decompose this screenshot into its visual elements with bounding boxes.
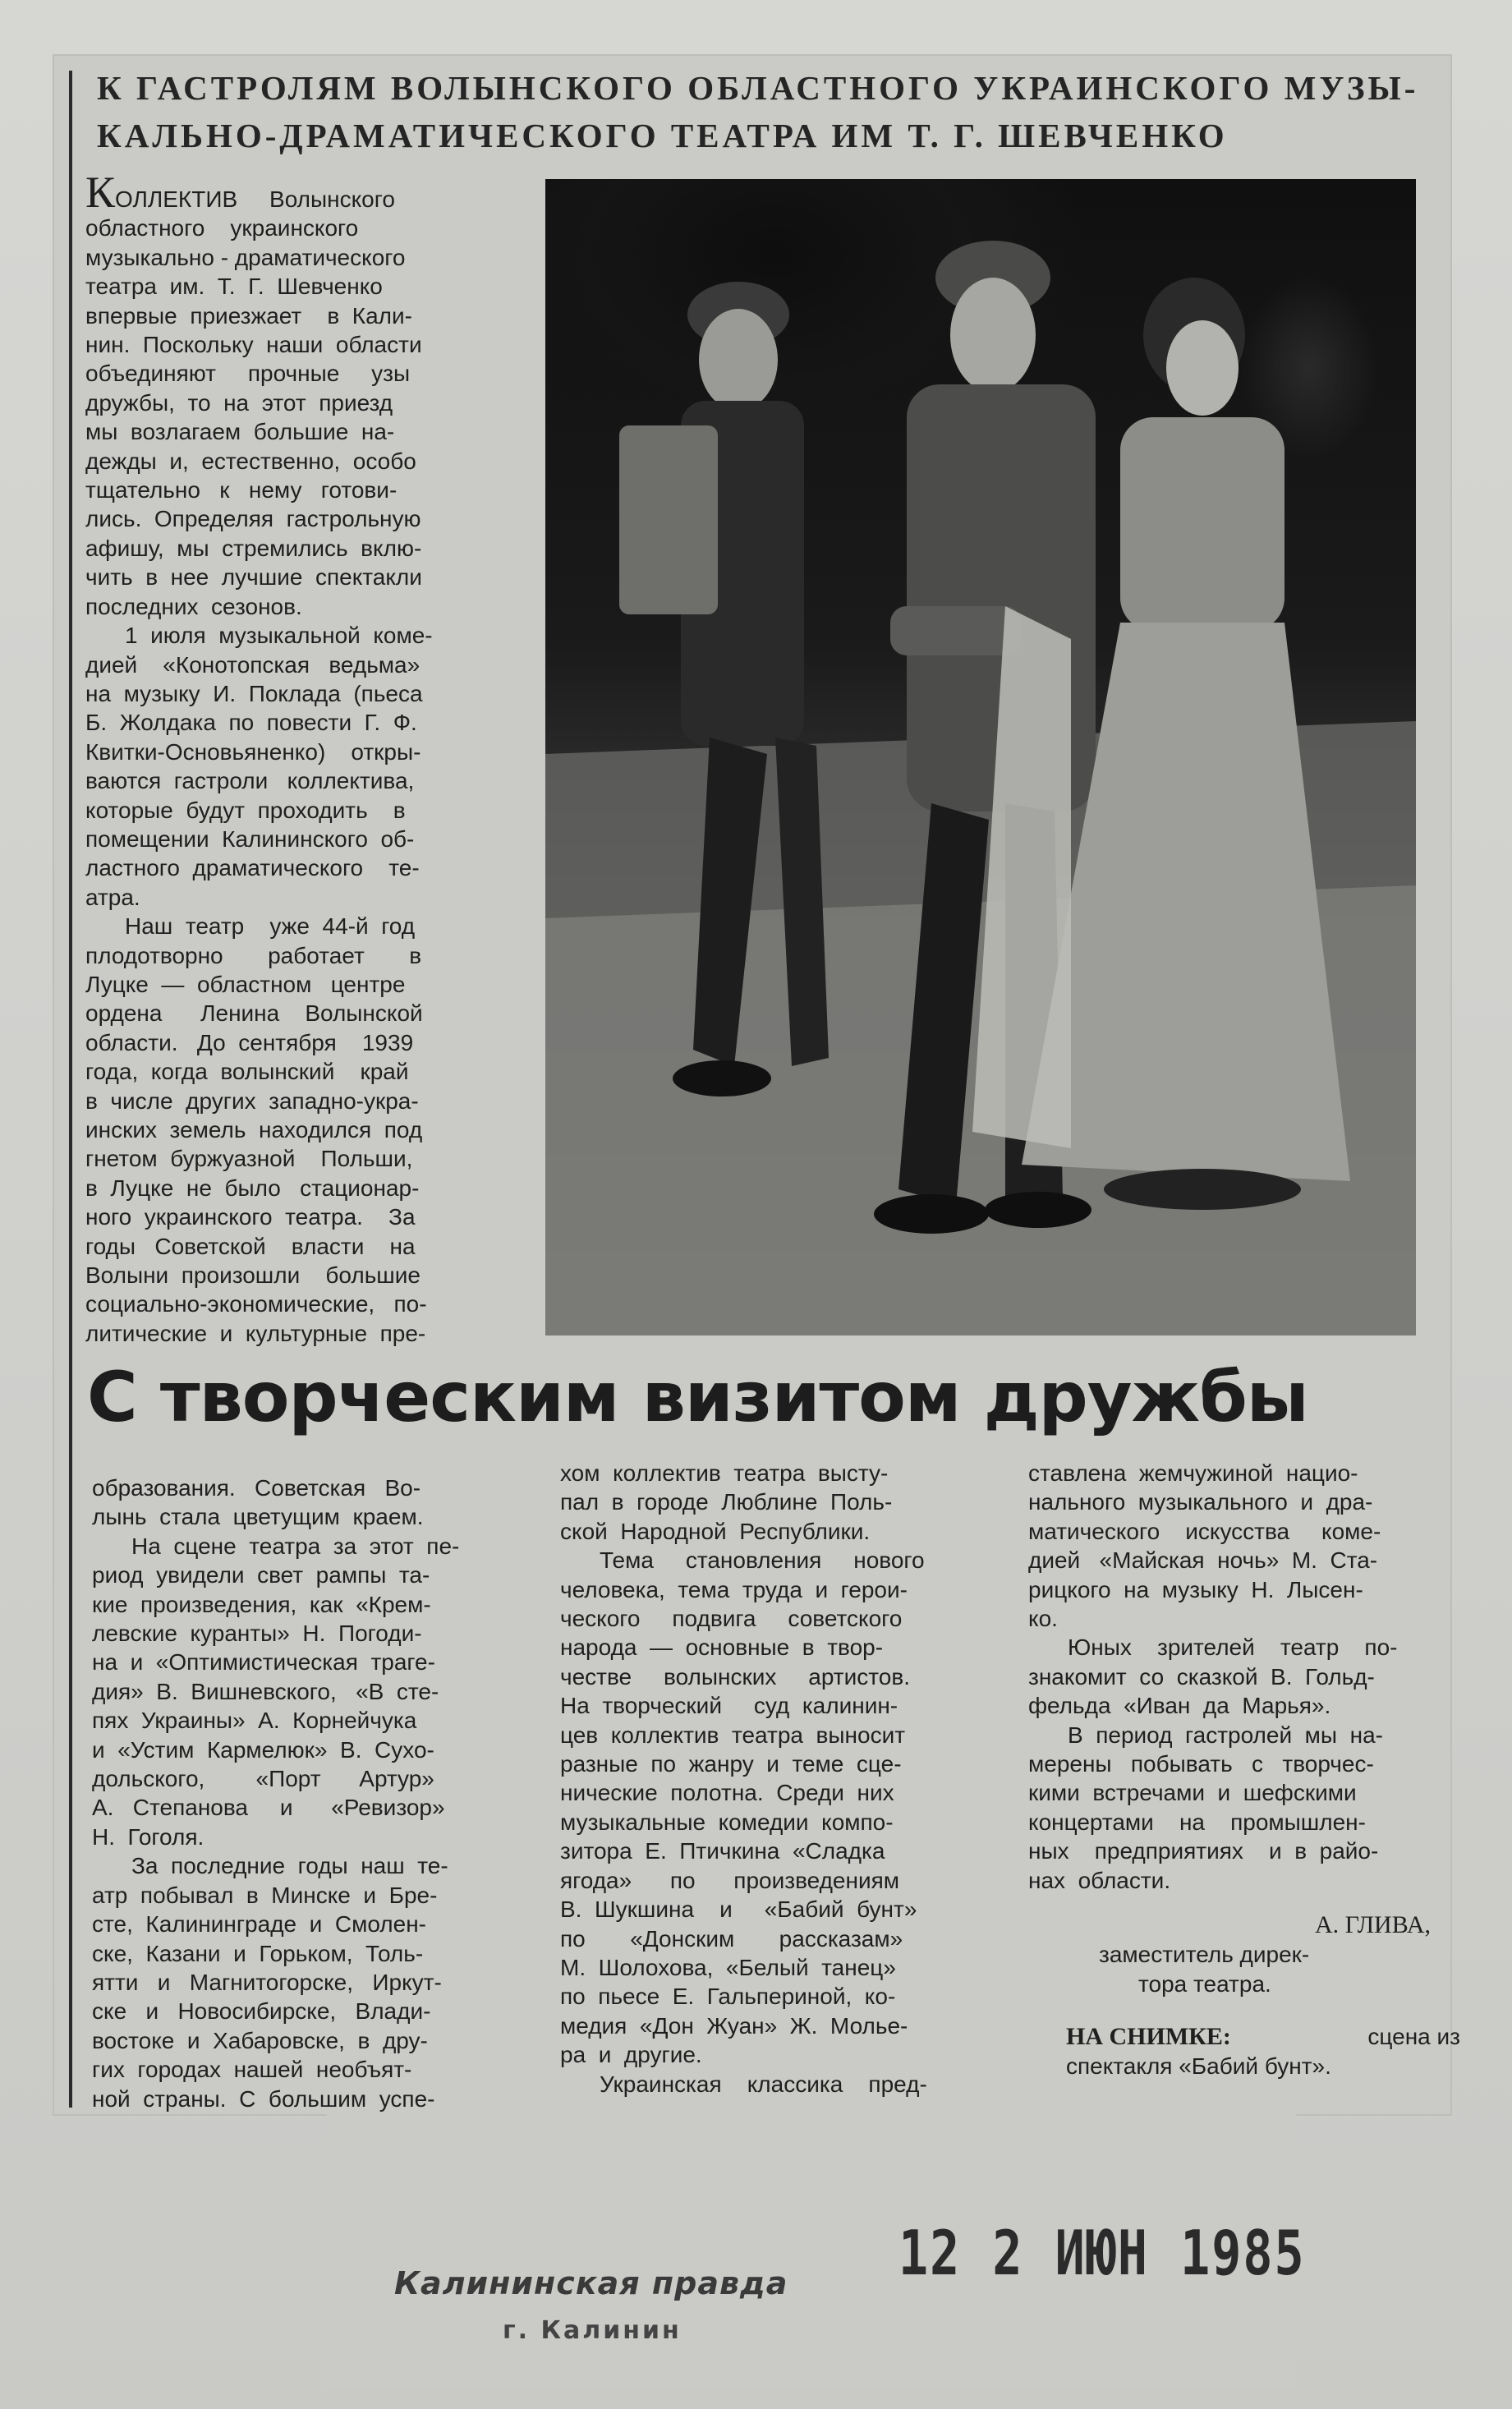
text-line: честве волынских артистов. bbox=[560, 1663, 910, 1690]
text-line: ческого подвига советского bbox=[560, 1606, 903, 1632]
text-line: востоке и Хабаровске, в дру- bbox=[92, 2027, 428, 2053]
text-line: ваются гастроли коллектива, bbox=[85, 768, 415, 794]
text-line: инских земель находился под bbox=[85, 1117, 423, 1142]
drop-cap: К bbox=[85, 168, 116, 217]
text-line: области. До сентября 1939 bbox=[85, 1029, 414, 1055]
text-line: тщательно к нему готови- bbox=[85, 477, 398, 503]
text-line: нального музыкального и дра- bbox=[1028, 1489, 1373, 1515]
text-line: дольского, «Порт Артур» bbox=[92, 1766, 434, 1792]
text-line: дия» В. Вишневского, «В сте- bbox=[92, 1678, 439, 1704]
text-line: Наш театр уже 44-й год bbox=[125, 913, 416, 940]
text-line: атр побывал в Минске и Бре- bbox=[92, 1882, 438, 1908]
text-line: ставлена жемчужиной нацио- bbox=[1028, 1460, 1358, 1486]
text-line: ятти и Магнитогорске, Иркут- bbox=[92, 1969, 442, 1995]
text-line: Квитки-Основьяненко) откры- bbox=[85, 738, 421, 765]
text-line: дией «Майская ночь» М. Ста- bbox=[1028, 1547, 1378, 1574]
text-line: атра. bbox=[85, 884, 140, 910]
text-line: ного украинского театра. За bbox=[85, 1204, 416, 1230]
column-3 bbox=[1028, 1459, 1462, 1895]
author-name: А. ГЛИВА, bbox=[1314, 1911, 1431, 1938]
text-line: социально-экономические, по- bbox=[85, 1291, 427, 1317]
text-line: фельда «Иван да Марья». bbox=[1028, 1693, 1331, 1719]
text-line: левские куранты» Н. Погоди- bbox=[92, 1621, 422, 1647]
kicker-line-1: К ГАСТРОЛЯМ ВОЛЫНСКОГО ОБЛАСТНОГО УКРАИНСКОГО МУЗЫ- bbox=[97, 69, 1419, 107]
text-line: по пьесе Е. Гальпериной, ко- bbox=[560, 1984, 896, 2010]
text-line: концертами на промышлен- bbox=[1028, 1809, 1366, 1835]
text-line: дией «Конотопская ведьма» bbox=[85, 651, 421, 678]
text-line: А. Степанова и «Ревизор» bbox=[92, 1795, 445, 1821]
text-line: 1 июля музыкальной коме- bbox=[125, 623, 433, 649]
photo-scene bbox=[545, 179, 1416, 1336]
article-photo bbox=[545, 179, 1416, 1336]
caption-text-2: спектакля «Бабий бунт». bbox=[1066, 2053, 1331, 2079]
text-line: матического искусства коме- bbox=[1028, 1518, 1381, 1544]
text-line: образования. Советская Во- bbox=[92, 1475, 421, 1501]
text-line: объединяют прочные узы bbox=[85, 361, 411, 387]
text-line: народа — основные в твор- bbox=[560, 1634, 884, 1661]
text-line: хом коллектив театра высту- bbox=[560, 1460, 889, 1486]
text-line: и «Устим Кармелюк» В. Сухо- bbox=[92, 1736, 434, 1763]
text-line: рицкого на музыку Н. Лысен- bbox=[1028, 1576, 1363, 1602]
text-line: риод увидели свет рампы та- bbox=[92, 1562, 430, 1588]
text-line: В. Шукшина и «Бабий бунт» bbox=[560, 1896, 917, 1923]
text-line: На творческий суд калинин- bbox=[560, 1693, 898, 1719]
author-role-line-1: заместитель дирек- bbox=[1099, 1942, 1310, 1967]
text-line: ске и Новосибирске, Влади- bbox=[92, 1998, 431, 2025]
caption-text-1: сцена из bbox=[1367, 2024, 1460, 2049]
text-line: цев коллектив театра выносит bbox=[560, 1722, 906, 1748]
intro-column bbox=[85, 168, 517, 1348]
text-line: ягода» по произведениям bbox=[560, 1867, 900, 1893]
text-line: ко. bbox=[1028, 1606, 1058, 1632]
text-line: нин. Поскольку наши области bbox=[85, 332, 422, 358]
text-line: ордена Ленина Волынской bbox=[85, 1000, 423, 1027]
text-line: помещении Калининского об- bbox=[85, 825, 415, 852]
text-line: Тема становления нового bbox=[600, 1547, 925, 1574]
text-line: человека, тема труда и герои- bbox=[560, 1576, 908, 1602]
text-line: мы возлагаем большие на- bbox=[85, 419, 395, 445]
text-line: ных предприятиях и в райо- bbox=[1028, 1838, 1379, 1864]
text-line: литические и культурные пре- bbox=[85, 1320, 426, 1346]
text-line: разные по жанру и теме сце- bbox=[560, 1751, 902, 1777]
text-line: театра им. Т. Г. Шевченко bbox=[85, 274, 383, 300]
text-line: гих городах нашей необъят- bbox=[92, 2057, 412, 2083]
text-line: лынь стала цветущим краем. bbox=[92, 1504, 424, 1530]
text-line: ске, Казани и Горьком, Толь- bbox=[92, 1940, 424, 1966]
author-role-line-2: тора театра. bbox=[1138, 1971, 1271, 1997]
text-line: гнетом буржуазной Польши, bbox=[85, 1146, 413, 1172]
text-line: медия «Дон Жуан» Ж. Молье- bbox=[560, 2012, 908, 2039]
text-line: Б. Жолдака по повести Г. Ф. bbox=[85, 710, 417, 736]
text-line: мерены побывать с творчес- bbox=[1028, 1751, 1374, 1777]
text-line: ской Народной Республики. bbox=[560, 1518, 871, 1544]
column-2 bbox=[560, 1459, 995, 2099]
text-line: Волыни произошли большие bbox=[85, 1262, 421, 1289]
city-stamp: г. Калинин bbox=[503, 2316, 682, 2345]
text-line: пях Украины» А. Корнейчука bbox=[92, 1708, 417, 1734]
left-rule bbox=[69, 71, 72, 2108]
text-line: на музыку И. Поклада (пьеса bbox=[85, 680, 423, 706]
text-line: зитора Е. Птичкина «Сладка bbox=[560, 1838, 885, 1864]
text-line: областного украинского bbox=[85, 215, 359, 241]
text-line: ластного драматического те- bbox=[85, 855, 420, 881]
text-line: плодотворно работает в bbox=[85, 942, 422, 968]
text-line: на и «Оптимистическая траге- bbox=[92, 1649, 435, 1676]
text-line: впервые приезжает в Кали- bbox=[85, 302, 412, 329]
text-line: музыкально - драматического bbox=[85, 244, 406, 270]
text-line: дежды и, естественно, особо bbox=[85, 448, 416, 474]
text-line: дружбы, то на этот приезд bbox=[85, 389, 393, 416]
text-line: по «Донским рассказам» bbox=[560, 1925, 903, 1952]
text-line: чить в нее лучшие спектакли bbox=[85, 564, 422, 591]
text-line: в числе других западно-укра- bbox=[85, 1087, 419, 1114]
text-line: Н. Гоголя. bbox=[92, 1823, 205, 1850]
text-line: нах области. bbox=[1028, 1867, 1171, 1893]
article-title: С творческим визитом дружбы bbox=[87, 1357, 1308, 1437]
date-stamp: 12 2 ИЮН 1985 bbox=[898, 2218, 1306, 2290]
text-line: пал в городе Люблине Поль- bbox=[560, 1489, 893, 1515]
text-line: Украинская классика пред- bbox=[600, 2071, 927, 2097]
text-line: знакомит со сказкой В. Гольд- bbox=[1028, 1663, 1375, 1690]
photo-caption bbox=[1066, 2022, 1460, 2081]
text-line: в Луцке не было стационар- bbox=[85, 1175, 420, 1201]
text-line: музыкальные комедии компо- bbox=[560, 1809, 894, 1835]
text-line: Луцке — областном центре bbox=[85, 971, 406, 997]
kicker-line-2: КАЛЬНО-ДРАМАТИЧЕСКОГО ТЕАТРА ИМ Т. Г. ШЕВЧЕНКО bbox=[97, 117, 1228, 154]
text-line: кими встречами и шефскими bbox=[1028, 1780, 1357, 1806]
text-line: ной страны. С большим успе- bbox=[92, 2085, 435, 2112]
text-line: М. Шолохова, «Белый танец» bbox=[560, 1954, 896, 1980]
text-line: кие произведения, как «Крем- bbox=[92, 1591, 431, 1617]
text-line: Юных зрителей театр по- bbox=[1068, 1634, 1398, 1661]
article-kicker bbox=[97, 64, 1444, 159]
text-line: последних сезонов. bbox=[85, 593, 302, 619]
text-line: года, когда волынский край bbox=[85, 1059, 409, 1085]
text-line: КОЛЛЕКТИВ Волынского bbox=[85, 168, 395, 217]
newspaper-name-stamp: Калининская правда bbox=[394, 2265, 788, 2301]
text-line: ра и другие. bbox=[560, 2042, 702, 2068]
text-line: На сцене театра за этот пе- bbox=[131, 1533, 460, 1559]
text-line: нические полотна. Среди них bbox=[560, 1780, 894, 1806]
text-line: сте, Калининграде и Смолен- bbox=[92, 1911, 426, 1938]
caption-label: НА СНИМКЕ: bbox=[1066, 2023, 1231, 2050]
author-signature bbox=[1099, 1910, 1444, 1999]
text-line: лись. Определяя гастрольную bbox=[85, 506, 421, 532]
text-line: За последние годы наш те- bbox=[131, 1853, 448, 1879]
column-1 bbox=[92, 1473, 527, 2113]
text-line: которые будут проходить в bbox=[85, 797, 406, 823]
text-line: годы Советской власти на bbox=[85, 1233, 416, 1259]
text-line: В период гастролей мы на- bbox=[1068, 1722, 1383, 1748]
text-line: афишу, мы стремились вклю- bbox=[85, 535, 422, 561]
